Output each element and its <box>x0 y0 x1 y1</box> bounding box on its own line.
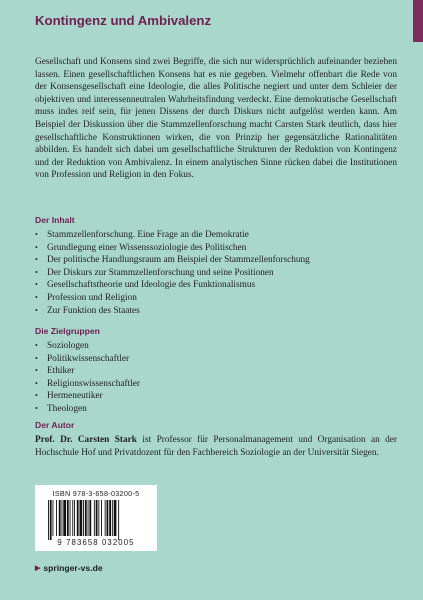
barcode-bar <box>88 500 89 536</box>
bullet-icon: • <box>35 341 38 350</box>
barcode-bar <box>48 500 49 540</box>
barcode-bar <box>85 500 87 536</box>
bullet-icon: • <box>35 230 38 239</box>
bullet-icon: • <box>35 391 38 401</box>
website-link[interactable]: springer-vs.de <box>43 563 103 573</box>
barcode-bar <box>105 500 106 536</box>
barcode-bar <box>107 500 109 536</box>
publisher-website[interactable] <box>35 563 103 573</box>
list-item: • Grundlegung einer Wissenssoziologie des Politischen <box>35 242 247 253</box>
bullet-icon: • <box>35 305 38 315</box>
bullet-icon: • <box>35 267 38 277</box>
author-bio <box>35 434 397 459</box>
barcode-bar <box>96 500 98 536</box>
page-title: Kontingenz und Ambivalenz <box>35 13 212 28</box>
audience-section <box>35 326 397 416</box>
author-description: ist Professor für Personalmanagement und Organisation an der Hochschule Hof und Privatdozent für den Fachbereich Soziologie an der Universität Siegen. <box>35 435 398 458</box>
barcode-bar <box>118 500 119 540</box>
barcode-bar <box>56 500 57 536</box>
author-heading: Der Autor <box>35 420 75 430</box>
barcode-bar <box>101 500 102 536</box>
contents-heading: Der Inhalt <box>35 215 75 225</box>
list-item: • Gesellschaftstheorie und Ideologie des Funktionalismus <box>35 280 256 291</box>
barcode-bar <box>94 500 95 536</box>
audience-list <box>35 340 397 416</box>
contents-section <box>35 215 397 317</box>
barcode-bar <box>62 500 63 536</box>
contents-list <box>35 229 397 317</box>
list-item: • Hermeneutiker <box>35 391 103 402</box>
list-item: • Theologen <box>35 403 87 414</box>
author-section <box>35 420 397 459</box>
list-item: • Der Diskurs zur Stammzellenforschung und seine Positionen <box>35 267 274 278</box>
bullet-icon: • <box>35 366 38 376</box>
barcode-bar <box>77 500 79 536</box>
barcode-bar <box>67 500 69 536</box>
bullet-icon: • <box>35 403 38 413</box>
bullet-icon: • <box>35 280 38 290</box>
barcode-bar <box>59 500 61 536</box>
barcode-bar <box>83 500 84 536</box>
barcode-bar <box>72 500 73 536</box>
list-item: • Soziologen <box>35 341 89 351</box>
barcode-bar <box>53 500 54 536</box>
barcode-icon <box>44 500 148 540</box>
bullet-icon: • <box>35 378 38 388</box>
list-item: • Ethiker <box>35 366 75 377</box>
isbn-label: ISBN 978-3-658-03200-5 <box>52 489 140 498</box>
barcode-bar <box>98 500 99 536</box>
barcode-bar <box>70 500 71 536</box>
barcode-bar <box>114 500 117 536</box>
list-item: • Politikwissenschaftler <box>35 353 130 364</box>
barcode-bar <box>80 500 83 536</box>
barcode-bar <box>89 500 91 536</box>
bullet-icon: • <box>35 292 38 302</box>
barcode-bar <box>112 500 113 536</box>
barcode-digits: 9 783658 032005 <box>57 538 135 547</box>
list-item: • Der politische Handlungsraum am Beispiel der Stammzellenforschung <box>35 255 310 266</box>
barcode-bar <box>63 500 66 536</box>
bullet-icon: • <box>35 255 38 265</box>
bullet-icon: • <box>35 353 38 363</box>
barcode-bar <box>74 500 75 536</box>
arrow-right-icon: ▶ <box>35 565 41 572</box>
list-item: • Stammzellenforschung. Eine Frage an die Demokratie <box>35 230 249 240</box>
blurb-paragraph: Gesellschaft und Konsens sind zwei Begriffe, die sich nur widersprüchlich aufeinander beziehen lassen. Einen gesellschaftlichen Konsens hat es nie gegeben. Vielmehr offenbart die Rede von der Konsensgesellschaft eine Ideologie, die alles Politische negiert und unter dem Schleier der objektiven und interessenneutralen Wahrheitsfindung verdeckt. Eine demokratische Gesellschaft muss indes reif sein, für jenen Dissens der durch Diskurs nicht aufgelöst werden kann. Am Beispiel der Diskussion über die Stammzellenforschung macht Carsten Stark deutlich, dass hier gesellschaftliche Konstruktionen wirken, die von Prinzip her gegensätzliche Rationalitäten abbilden. Es handelt sich dabei um gesellschaftliche Strukturen der Reduktion von Kontingenz und der Reduktion von Ambivalenz. In einem analytischen Sinne rücken dabei die Institutionen von Profession und Religion in den Fokus. <box>35 57 397 181</box>
bullet-icon: • <box>35 242 38 252</box>
audience-heading: Die Zielgruppen <box>35 326 100 336</box>
list-item: • Religionswissenschaftler <box>35 378 140 389</box>
barcode-bar <box>109 500 111 536</box>
spine-accent-bar <box>413 0 423 42</box>
barcode-bar <box>50 500 52 540</box>
list-item: • Profession und Religion <box>35 292 137 303</box>
barcode-box <box>35 485 157 551</box>
author-name: Prof. Dr. Carsten Stark <box>35 435 137 445</box>
list-item: • Zur Funktion des Staates <box>35 305 140 316</box>
